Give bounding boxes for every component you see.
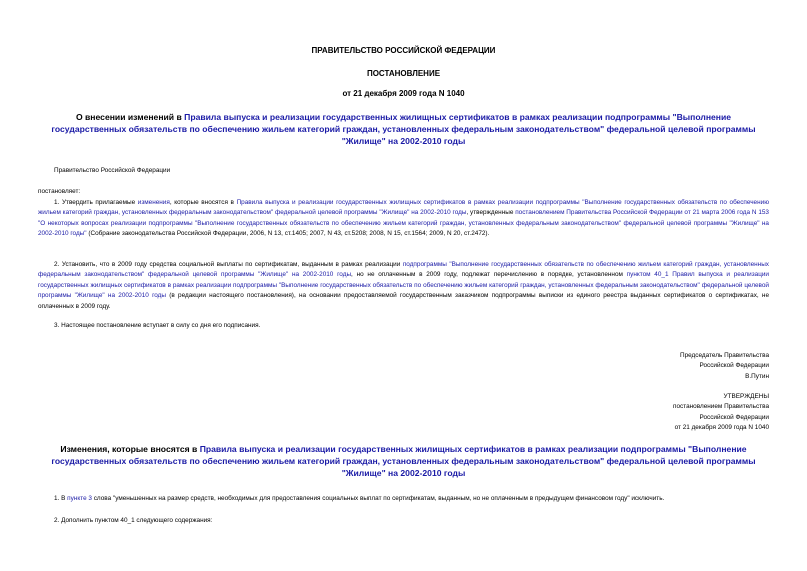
changes-title xyxy=(38,443,769,479)
approval-line-2: постановлением Правительства xyxy=(673,403,769,411)
title-prefix: О внесении изменений в xyxy=(75,112,185,122)
title-rules-link[interactable]: Правила выпуска и реализации государственных жилищных сертификатов в рамках реализации подпрограммы "Выполнение государственных обязательств по обеспечению жильем категорий граждан, установленных федеральным законодательством" федеральной целевой программы "Жилище" на 2002-2010 годы xyxy=(51,112,756,146)
intro-text: Правительство Российской Федерации xyxy=(54,167,171,174)
document-title xyxy=(38,111,769,147)
changes-link[interactable]: изменения xyxy=(137,199,170,206)
item-1-paragraph xyxy=(38,198,769,240)
subprogram-link[interactable]: подпрограммы "Выполнение государственных обязательств по обеспечению жильем категорий граждан, установленных федеральным законодательством" федеральной целевой программы "Жилище" на 2002-2010 годы xyxy=(38,261,770,279)
document-type-heading: ПОСТАНОВЛЕНИЕ xyxy=(366,69,441,78)
point-3-link[interactable]: пункте 3 xyxy=(67,495,92,502)
resolution-153-link[interactable]: постановлением Правительства Российской Федерации от 21 марта 2006 года N 153 "О некоторых вопросах реализации подпрограммы "Выполнение государственных обязательств по обеспечению жильем категорий граждан, установленных федеральным законодательством" федеральной целевой программы "Жилище" на 2002-2010 годы" xyxy=(38,209,769,238)
approval-block xyxy=(673,392,769,434)
change-1-paragraph xyxy=(54,494,769,504)
approval-line-4: от 21 декабря 2009 года N 1040 xyxy=(674,424,769,432)
item-1-text-d: (Собрание законодательства Российской Федерации, 2006, N 13, ст.1405; 2007, N 43, ст.5208; 2008, N 15, ст.1564; 2009, N 20, ст.2472). xyxy=(86,230,490,238)
item-2-paragraph xyxy=(38,260,769,312)
rules-link[interactable]: Правила выпуска и реализации государственных жилищных сертификатов в рамках реализации подпрограммы "Выполнение государственных обязательств по обеспечению жильем категорий граждан, установленных федеральным законодательством" федеральной целевой программы "Жилище" на 2002-2010 годы xyxy=(38,199,769,217)
item-1-text-a: 1. Утвердить прилагаемые xyxy=(54,199,138,206)
item-1-text-b: , которые вносятся в xyxy=(169,199,237,206)
changes-title-rules-link[interactable]: Правила выпуска и реализации государственных жилищных сертификатов в рамках реализации подпрограммы "Выполнение государственных обязательств по обеспечению жильем категорий граждан, установленных федеральным законодательством" федеральной целевой программы "Жилище" на 2002-2010 годы xyxy=(51,444,756,478)
change-1-text-b: слова "уменьшенных на размер средств, необходимых для предоставления социальных выплат по сертификатам, выданным, но не оплаченным в предыдущем финансовом году" исключить. xyxy=(91,495,665,502)
item-1-text-c: , утвержденные xyxy=(466,209,516,217)
change-1-text-a: 1. В xyxy=(54,495,68,502)
approval-line-1: УТВЕРЖДЕНЫ xyxy=(723,393,769,400)
item-2-text-c: (в редакции настоящего постановления), на основании предоставляемой государственным заказчиком подпрограммы выписки из единого реестра выданных сертификатов о сертификатах, не оплаченных в 2009 году. xyxy=(38,292,770,310)
approval-line-3: Российской Федерации xyxy=(699,413,769,421)
signature-line-3: В.Путин xyxy=(745,372,769,380)
item-2-text-b: , но не оплаченным в 2009 году, подлежат перечислению в порядке, установленном xyxy=(351,271,627,279)
signature-line-2: Российской Федерации xyxy=(699,362,769,370)
signature-line-1: Председатель Правительства xyxy=(680,352,769,359)
changes-title-prefix: Изменения, которые вносятся в xyxy=(60,444,200,454)
postanovlyaet-text: постановляет: xyxy=(38,188,81,195)
item-3-paragraph: 3. Настоящее постановление вступает в силу со дня его подписания. xyxy=(54,322,261,329)
government-heading: ПРАВИТЕЛЬСТВО РОССИЙСКОЙ ФЕДЕРАЦИИ xyxy=(311,46,496,55)
signature-block xyxy=(680,351,769,382)
item-2-text-a: 2. Установить, что в 2009 году средства социальной выплаты по сертификатам, выданным в рамках реализации xyxy=(54,261,403,268)
document-date-heading: от 21 декабря 2009 года N 1040 xyxy=(342,89,465,98)
change-2-paragraph: 2. Дополнить пунктом 40_1 следующего содержания: xyxy=(54,517,213,524)
point-40-1-link[interactable]: пунктом 40_1 Правил выпуска и реализации государственных жилищных сертификатов в рамках реализации подпрограммы "Выполнение государственных обязательств по обеспечению жильем категорий граждан, установленных федеральным законодательством" федеральной целевой программы "Жилище" на 2002-2010 годы xyxy=(38,271,769,300)
